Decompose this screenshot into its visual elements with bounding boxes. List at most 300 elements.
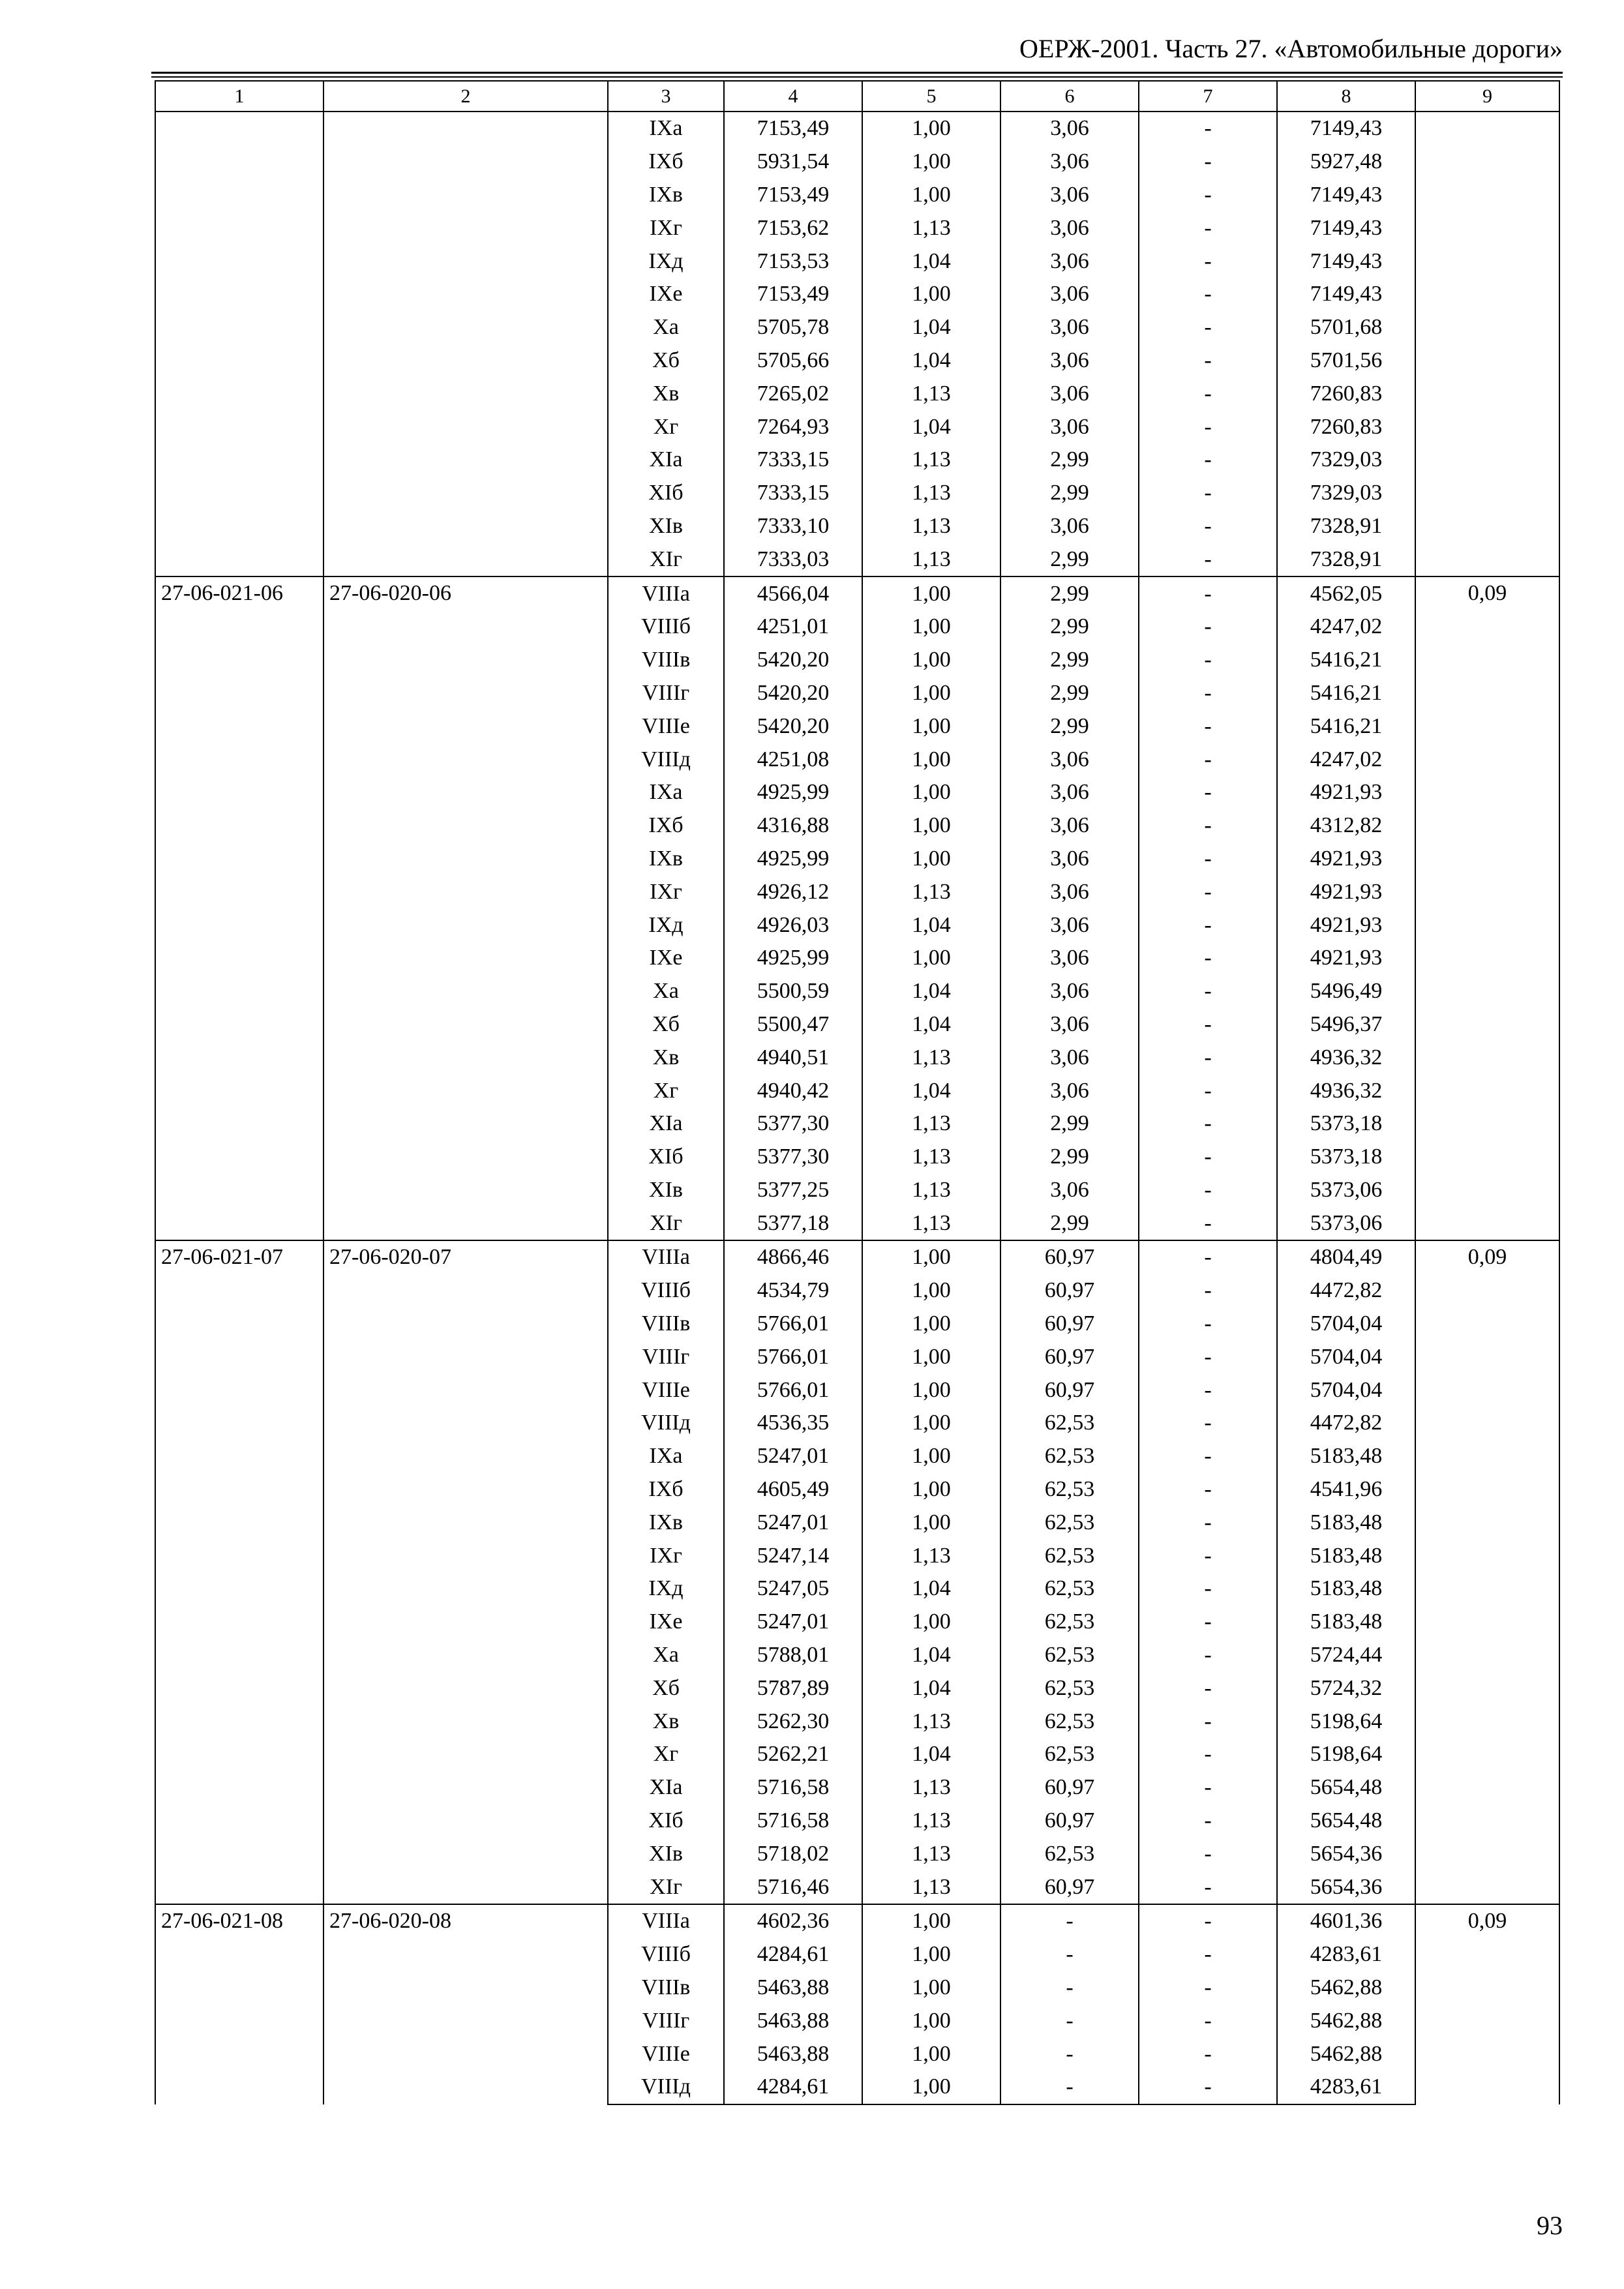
table-cell: 5500,47	[724, 1008, 862, 1041]
table-cell: 5787,89	[724, 1671, 862, 1705]
table-cell: 1,04	[862, 1738, 1000, 1771]
table-cell: 7149,43	[1277, 211, 1415, 245]
table-cell: -	[1139, 344, 1277, 378]
table-cell: 1,00	[862, 1473, 1000, 1506]
table-cell: -	[1139, 1572, 1277, 1606]
table-cell: -	[1139, 245, 1277, 278]
table-cell: -	[1139, 1174, 1277, 1207]
table-cell: 5247,14	[724, 1539, 862, 1572]
table-cell: 7149,43	[1277, 112, 1415, 145]
table-cell: 62,53	[1000, 1639, 1139, 1672]
table-cell: IXг	[608, 1539, 724, 1572]
table-cell: 3,06	[1000, 908, 1139, 942]
table-cell: 5262,30	[724, 1705, 862, 1738]
table-group	[155, 112, 1559, 576]
table-cell: 1,13	[862, 875, 1000, 908]
table-cell: 4562,05	[1277, 576, 1415, 610]
table-cell: -	[1139, 2037, 1277, 2071]
table-cell: -	[1139, 1340, 1277, 1373]
table-cell: 5500,59	[724, 975, 862, 1008]
table-cell: -	[1139, 1206, 1277, 1240]
header-rule-thin	[151, 76, 1563, 78]
table-cell: 5416,21	[1277, 677, 1415, 710]
table-cell: -	[1139, 1705, 1277, 1738]
table-cell: IXв	[608, 843, 724, 876]
table-cell: 5247,01	[724, 1606, 862, 1639]
table-cell: -	[1139, 1639, 1277, 1672]
table-cell: IXe	[608, 1606, 724, 1639]
table-cell: 5654,36	[1277, 1837, 1415, 1870]
resource-code-cell: 27-06-021-08	[155, 1904, 323, 2104]
table-cell: 62,53	[1000, 1671, 1139, 1705]
table-cell: 5766,01	[724, 1340, 862, 1373]
table-cell: 1,13	[862, 543, 1000, 576]
table-cell: 5183,48	[1277, 1440, 1415, 1473]
table-cell: 2,99	[1000, 543, 1139, 576]
table-cell: 4925,99	[724, 843, 862, 876]
table-cell: IXв	[608, 179, 724, 212]
coefficient-cell: 0,09	[1415, 1240, 1559, 1904]
table-cell: -	[1139, 1407, 1277, 1440]
table-cell: XIв	[608, 510, 724, 543]
table-cell: VIIIд	[608, 1407, 724, 1440]
table-cell: -	[1000, 2071, 1139, 2104]
table-cell: 2,99	[1000, 576, 1139, 610]
table-cell: 5262,21	[724, 1738, 862, 1771]
table-cell: 5377,18	[724, 1206, 862, 1240]
table-cell: 3,06	[1000, 245, 1139, 278]
table-cell: -	[1000, 2004, 1139, 2037]
table-cell: 1,00	[862, 1506, 1000, 1539]
table-cell: -	[1139, 1041, 1277, 1074]
base-code-cell	[323, 112, 608, 576]
table-cell: 5373,18	[1277, 1141, 1415, 1174]
resource-code-cell	[155, 112, 323, 576]
coefficient-cell	[1415, 112, 1559, 576]
column-number: 1	[155, 81, 323, 112]
table-cell: 3,06	[1000, 145, 1139, 179]
table-cell: -	[1139, 1373, 1277, 1407]
table-cell: -	[1139, 112, 1277, 145]
table-cell: VIIIд	[608, 743, 724, 776]
table-cell: 1,00	[862, 942, 1000, 975]
table-cell: 1,00	[862, 1440, 1000, 1473]
table-cell: 5247,05	[724, 1572, 862, 1606]
table-cell: 1,00	[862, 677, 1000, 710]
table-cell: 5373,18	[1277, 1107, 1415, 1141]
table-cell: 62,53	[1000, 1606, 1139, 1639]
table-cell: VIIIв	[608, 1971, 724, 2005]
table-cell: 5724,32	[1277, 1671, 1415, 1705]
table-cell: 3,06	[1000, 843, 1139, 876]
table-cell: VIIIe	[608, 710, 724, 743]
table-cell: 4921,93	[1277, 875, 1415, 908]
table-cell: 5701,68	[1277, 311, 1415, 344]
table-cell: 1,00	[862, 1373, 1000, 1407]
table-cell: 7153,53	[724, 245, 862, 278]
table-cell: 1,00	[862, 2037, 1000, 2071]
table-cell: 4283,61	[1277, 1938, 1415, 1971]
table-cell: 4602,36	[724, 1904, 862, 1938]
table-cell: -	[1139, 576, 1277, 610]
table-cell: VIIIa	[608, 1904, 724, 1938]
table-cell: 7153,49	[724, 278, 862, 311]
table-cell: XIa	[608, 1107, 724, 1141]
table-cell: 4601,36	[1277, 1904, 1415, 1938]
table-cell: XIг	[608, 543, 724, 576]
table-cell: 7149,43	[1277, 245, 1415, 278]
table-cell: 5462,88	[1277, 1971, 1415, 2005]
table-cell: 1,13	[862, 377, 1000, 410]
table-cell: -	[1000, 1938, 1139, 1971]
table-cell: 3,06	[1000, 112, 1139, 145]
table-cell: -	[1139, 1738, 1277, 1771]
table-cell: 5377,25	[724, 1174, 862, 1207]
table-cell: 60,97	[1000, 1373, 1139, 1407]
table-cell: 5705,78	[724, 311, 862, 344]
column-number: 4	[724, 81, 862, 112]
table-cell: 4283,61	[1277, 2071, 1415, 2104]
table-cell: 7328,91	[1277, 510, 1415, 543]
table-cell: XIг	[608, 1206, 724, 1240]
table-cell: 4247,02	[1277, 743, 1415, 776]
table-cell: -	[1139, 644, 1277, 677]
table-cell: 4536,35	[724, 1407, 862, 1440]
table-group	[155, 1240, 1559, 1904]
table-cell: -	[1139, 1107, 1277, 1141]
table-cell: -	[1139, 843, 1277, 876]
table-cell: 1,00	[862, 1340, 1000, 1373]
table-cell: 60,97	[1000, 1771, 1139, 1804]
table-cell: Xa	[608, 311, 724, 344]
table-cell: IXд	[608, 245, 724, 278]
table-cell: 5198,64	[1277, 1705, 1415, 1738]
table-cell: 5183,48	[1277, 1572, 1415, 1606]
table-cell: XIa	[608, 443, 724, 477]
table-cell: 1,04	[862, 245, 1000, 278]
table-cell: 4921,93	[1277, 908, 1415, 942]
table-cell: 2,99	[1000, 1107, 1139, 1141]
table-cell: 5718,02	[724, 1837, 862, 1870]
table-cell: -	[1139, 1904, 1277, 1938]
table-cell: -	[1139, 145, 1277, 179]
table-cell: 1,00	[862, 1308, 1000, 1341]
table-cell: 4284,61	[724, 2071, 862, 2104]
table-cell: -	[1139, 677, 1277, 710]
table-cell: 7329,03	[1277, 477, 1415, 510]
table-cell: 62,53	[1000, 1440, 1139, 1473]
table-row	[155, 1904, 1559, 1938]
table-cell: -	[1139, 1771, 1277, 1804]
table-cell: 62,53	[1000, 1705, 1139, 1738]
table-cell: -	[1139, 1074, 1277, 1107]
table-cell: 4925,99	[724, 776, 862, 809]
table-cell: Xв	[608, 1705, 724, 1738]
table-cell: 1,00	[862, 179, 1000, 212]
table-cell: 5931,54	[724, 145, 862, 179]
table-cell: -	[1139, 1804, 1277, 1838]
table-cell: 3,06	[1000, 179, 1139, 212]
table-cell: 1,00	[862, 145, 1000, 179]
table-cell: 5654,48	[1277, 1804, 1415, 1838]
table-cell: 1,00	[862, 2071, 1000, 2104]
table-cell: VIIIг	[608, 677, 724, 710]
table-cell: 7153,49	[724, 179, 862, 212]
table-cell: 1,04	[862, 311, 1000, 344]
table-cell: 1,00	[862, 710, 1000, 743]
column-number: 9	[1415, 81, 1559, 112]
table-cell: 3,06	[1000, 410, 1139, 443]
table-cell: -	[1139, 278, 1277, 311]
table-cell: -	[1139, 443, 1277, 477]
table-cell: 4251,08	[724, 743, 862, 776]
table-row	[155, 1240, 1559, 1274]
table-cell: 4936,32	[1277, 1074, 1415, 1107]
table-cell: 5183,48	[1277, 1606, 1415, 1639]
table-cell: VIIIa	[608, 1240, 724, 1274]
table-cell: 1,13	[862, 1141, 1000, 1174]
table-cell: IXд	[608, 1572, 724, 1606]
table-cell: 5377,30	[724, 1107, 862, 1141]
table-cell: 2,99	[1000, 1206, 1139, 1240]
table-cell: -	[1000, 1904, 1139, 1938]
table-cell: -	[1139, 1837, 1277, 1870]
table-cell: -	[1139, 1971, 1277, 2005]
table-cell: VIIIв	[608, 1308, 724, 1341]
table-cell: 1,00	[862, 1274, 1000, 1308]
table-cell: 1,04	[862, 1671, 1000, 1705]
table-cell: 1,04	[862, 410, 1000, 443]
table-cell: 7333,03	[724, 543, 862, 576]
table-cell: 5724,44	[1277, 1639, 1415, 1672]
table-cell: 1,00	[862, 2004, 1000, 2037]
table-cell: 5766,01	[724, 1308, 862, 1341]
table-cell: 7328,91	[1277, 543, 1415, 576]
table-cell: 1,00	[862, 576, 1000, 610]
table-cell: 5496,49	[1277, 975, 1415, 1008]
table-cell: 3,06	[1000, 278, 1139, 311]
table-cell: -	[1139, 776, 1277, 809]
table-cell: 3,06	[1000, 875, 1139, 908]
table-cell: IXa	[608, 112, 724, 145]
table-cell: -	[1139, 1141, 1277, 1174]
table-cell: XIв	[608, 1837, 724, 1870]
table-cell: 5420,20	[724, 644, 862, 677]
table-cell: -	[1139, 1308, 1277, 1341]
table-cell: Xa	[608, 1639, 724, 1672]
table-cell: 62,53	[1000, 1738, 1139, 1771]
table-cell: -	[1139, 1870, 1277, 1904]
table-cell: -	[1139, 942, 1277, 975]
table-cell: Xб	[608, 344, 724, 378]
table-cell: -	[1139, 377, 1277, 410]
table-cell: 4472,82	[1277, 1407, 1415, 1440]
table-cell: 5463,88	[724, 2037, 862, 2071]
table-cell: 1,13	[862, 477, 1000, 510]
table-cell: 5373,06	[1277, 1174, 1415, 1207]
table-cell: 62,53	[1000, 1539, 1139, 1572]
table-cell: 3,06	[1000, 743, 1139, 776]
header-rule-thick	[151, 72, 1563, 74]
table-cell: -	[1139, 809, 1277, 843]
table-cell: 7264,93	[724, 410, 862, 443]
table-cell: 1,00	[862, 1904, 1000, 1938]
table-cell: XIг	[608, 1870, 724, 1904]
column-number: 2	[323, 81, 608, 112]
table-cell: 1,13	[862, 510, 1000, 543]
table-cell: 7149,43	[1277, 179, 1415, 212]
table-cell: VIIIб	[608, 1274, 724, 1308]
table-cell: 3,06	[1000, 776, 1139, 809]
column-number: 3	[608, 81, 724, 112]
table-cell: 3,06	[1000, 1041, 1139, 1074]
table-cell: 1,13	[862, 1771, 1000, 1804]
table-cell: 60,97	[1000, 1308, 1139, 1341]
table-cell: 1,13	[862, 1206, 1000, 1240]
table-cell: 1,04	[862, 344, 1000, 378]
table-row	[155, 576, 1559, 610]
table-cell: 2,99	[1000, 710, 1139, 743]
table-cell: 62,53	[1000, 1572, 1139, 1606]
table-cell: 2,99	[1000, 1141, 1139, 1174]
table-cell: 5766,01	[724, 1373, 862, 1407]
column-number-row	[155, 81, 1559, 112]
table-cell: 2,99	[1000, 644, 1139, 677]
column-number: 5	[862, 81, 1000, 112]
table-cell: IXд	[608, 908, 724, 942]
table-cell: 5716,46	[724, 1870, 862, 1904]
table-cell: 4566,04	[724, 576, 862, 610]
table-cell: -	[1139, 710, 1277, 743]
table-cell: IXб	[608, 145, 724, 179]
table-cell: 4926,03	[724, 908, 862, 942]
table-cell: VIIIe	[608, 1373, 724, 1407]
table-cell: 4312,82	[1277, 809, 1415, 843]
table-cell: -	[1139, 2004, 1277, 2037]
table-cell: -	[1139, 1440, 1277, 1473]
table-cell: 5654,48	[1277, 1771, 1415, 1804]
table-cell: 5788,01	[724, 1639, 862, 1672]
table-cell: 4247,02	[1277, 610, 1415, 644]
table-cell: 1,13	[862, 1837, 1000, 1870]
table-cell: 1,00	[862, 1407, 1000, 1440]
table-cell: 5496,37	[1277, 1008, 1415, 1041]
table-cell: 5463,88	[724, 1971, 862, 2005]
table-cell: 4605,49	[724, 1473, 862, 1506]
table-cell: 1,00	[862, 776, 1000, 809]
table-cell: 60,97	[1000, 1340, 1139, 1373]
table-cell: -	[1139, 211, 1277, 245]
page-number: 93	[1537, 2211, 1563, 2240]
table-cell: 4472,82	[1277, 1274, 1415, 1308]
table-cell: 62,53	[1000, 1407, 1139, 1440]
table-cell: 4251,01	[724, 610, 862, 644]
table-cell: -	[1139, 477, 1277, 510]
table-cell: 5373,06	[1277, 1206, 1415, 1240]
table-row	[155, 112, 1559, 145]
table-cell: Xг	[608, 410, 724, 443]
table-cell: 1,00	[862, 1240, 1000, 1274]
table-cell: -	[1139, 610, 1277, 644]
table-cell: IXe	[608, 278, 724, 311]
table-cell: VIIIв	[608, 644, 724, 677]
table-cell: 4541,96	[1277, 1473, 1415, 1506]
table-cell: 5420,20	[724, 710, 862, 743]
table-cell: -	[1139, 1008, 1277, 1041]
page-header-title: ОЕРЖ-2001. Часть 27. «Автомобильные дороги»	[1019, 34, 1563, 63]
table-cell: 5704,04	[1277, 1340, 1415, 1373]
table-group	[155, 1904, 1559, 2104]
table-cell: IXa	[608, 1440, 724, 1473]
table-cell: 7260,83	[1277, 377, 1415, 410]
table-cell: 1,13	[862, 1539, 1000, 1572]
table-cell: 4921,93	[1277, 942, 1415, 975]
table-cell: -	[1139, 1274, 1277, 1308]
table-cell: 1,13	[862, 1041, 1000, 1074]
table-cell: 1,00	[862, 112, 1000, 145]
table-cell: 1,04	[862, 975, 1000, 1008]
table-cell: XIв	[608, 1174, 724, 1207]
table-cell: 7153,62	[724, 211, 862, 245]
base-code-cell: 27-06-020-06	[323, 576, 608, 1240]
table-cell: 7329,03	[1277, 443, 1415, 477]
table-cell: 62,53	[1000, 1837, 1139, 1870]
table-cell: 7333,10	[724, 510, 862, 543]
base-code-cell: 27-06-020-07	[323, 1240, 608, 1904]
table-cell: 60,97	[1000, 1804, 1139, 1838]
table-cell: 5463,88	[724, 2004, 862, 2037]
table-cell: 1,04	[862, 1572, 1000, 1606]
table-cell: 1,04	[862, 1074, 1000, 1107]
table-cell: -	[1139, 1473, 1277, 1506]
table-cell: IXг	[608, 211, 724, 245]
table-cell: 5416,21	[1277, 710, 1415, 743]
table-cell: 2,99	[1000, 610, 1139, 644]
table-cell: XIб	[608, 1804, 724, 1838]
table-cell: 1,04	[862, 1639, 1000, 1672]
table-cell: IXб	[608, 809, 724, 843]
table-cell: 5654,36	[1277, 1870, 1415, 1904]
table-group	[155, 576, 1559, 1240]
table-cell: Xв	[608, 1041, 724, 1074]
table-cell: 5704,04	[1277, 1308, 1415, 1341]
table-cell: -	[1000, 1971, 1139, 2005]
table-cell: 1,00	[862, 644, 1000, 677]
table-cell: 1,00	[862, 843, 1000, 876]
table-cell: IXв	[608, 1506, 724, 1539]
table-cell: -	[1139, 1671, 1277, 1705]
table-cell: 3,06	[1000, 377, 1139, 410]
table-cell: 1,04	[862, 1008, 1000, 1041]
table-cell: 3,06	[1000, 1008, 1139, 1041]
table-cell: 1,00	[862, 1971, 1000, 2005]
table-cell: -	[1000, 2037, 1139, 2071]
table-cell: Xб	[608, 1008, 724, 1041]
table-cell: 5462,88	[1277, 2037, 1415, 2071]
table-cell: Xв	[608, 377, 724, 410]
table-cell: -	[1139, 743, 1277, 776]
table-cell: -	[1139, 1938, 1277, 1971]
table-cell: 5420,20	[724, 677, 862, 710]
table-cell: -	[1139, 875, 1277, 908]
table-cell: 3,06	[1000, 942, 1139, 975]
table-cell: 5716,58	[724, 1771, 862, 1804]
column-number: 6	[1000, 81, 1139, 112]
table-cell: 4925,99	[724, 942, 862, 975]
table-cell: VIIIб	[608, 1938, 724, 1971]
table-cell: 5377,30	[724, 1141, 862, 1174]
price-table	[155, 80, 1560, 2105]
